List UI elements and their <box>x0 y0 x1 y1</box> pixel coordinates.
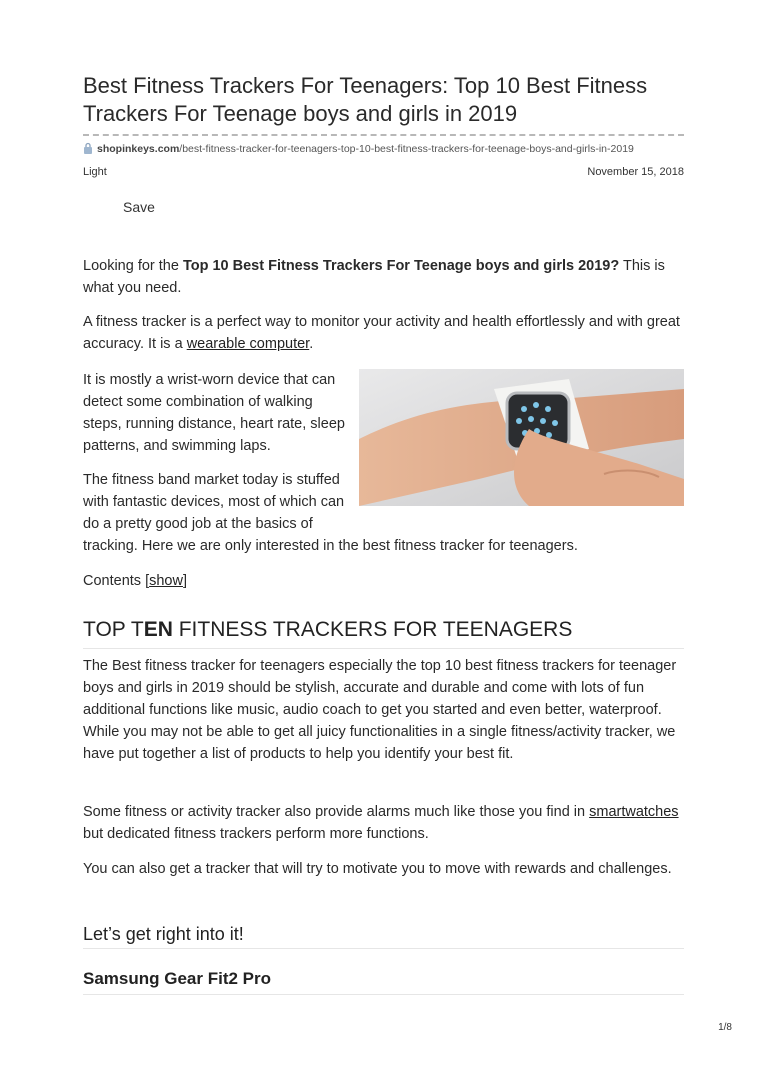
subheading: Let’s get right into it! <box>83 924 244 944</box>
text-span: Some fitness or activity tracker also provide alarms much like those you find in <box>83 804 590 820</box>
text-span: ] <box>182 573 187 589</box>
title-divider <box>83 134 684 136</box>
text-span: . <box>309 336 314 352</box>
product-heading: Samsung Gear Fit2 Pro <box>83 969 271 988</box>
intro-paragraph-3: It is mostly a wrist-worn device that can detect some combination of walking steps, running distance, heart rate, sleep patterns, and swimming laps. <box>83 372 345 454</box>
bold-text: Top 10 Best Fitness Trackers For Teenage boys and girls 2019? <box>182 258 620 274</box>
meta-row <box>83 166 684 178</box>
url-domain: shopinkeys.com <box>97 143 180 155</box>
lock-icon <box>83 142 93 157</box>
product-divider <box>83 994 684 995</box>
text-span: FITNESS TRACKERS FOR TEENAGERS <box>172 618 573 641</box>
page-number: 1/8 <box>718 1022 732 1033</box>
url-path: /best-fitness-tracker-for-teenagers-top-10-best-fitness-trackers-for-teenage-boys-and-girls-in-2019 <box>179 143 634 155</box>
section-paragraph-2 <box>83 801 684 845</box>
source-url[interactable] <box>83 142 684 157</box>
section-heading <box>83 616 684 644</box>
text-span: TOP T <box>83 618 144 641</box>
text-span: Looking for the <box>83 258 183 274</box>
section-paragraph-3: You can also get a tracker that will try to motivate you to move with rewards and challenges. <box>83 861 672 877</box>
contents-show-toggle[interactable]: show <box>149 573 183 589</box>
intro-paragraph-1 <box>83 255 684 299</box>
theme-label: Light <box>83 166 107 178</box>
wearable-computer-link[interactable]: wearable computer <box>186 336 310 352</box>
publish-date: November 15, 2018 <box>587 166 684 178</box>
page-title: Best Fitness Trackers For Teenagers: Top 10 Best Fitness Trackers For Teenage boys and girls in 2019 <box>83 73 648 126</box>
subheading-divider <box>83 948 684 949</box>
intro-paragraph-4-continued: tracking. Here we are only interested in the best fitness tracker for teenagers. <box>83 538 578 554</box>
smartwatch-photo <box>359 369 684 506</box>
smartwatches-link[interactable]: smartwatches <box>589 804 679 820</box>
save-button[interactable]: Save <box>123 199 155 215</box>
intro-paragraph-2 <box>83 311 684 355</box>
section-divider <box>83 648 684 649</box>
text-span: but dedicated fitness trackers perform more functions. <box>83 826 429 842</box>
section-paragraph-1: The Best fitness tracker for teenagers especially the top 10 best fitness trackers for teenager boys and girls in 2019 should be stylish, accurate and durable and come with lots of fun additional functions like music, audio coach to get you started and even better, waterproof. While you may not be able to get all juicy functionalities in a single fitness/activity tracker, we have put together a list of products to help you identify your best fit. <box>83 658 677 762</box>
text-span: Contents [ <box>83 573 150 589</box>
text-span: A fitness tracker is a perfect way to monitor your activity and health effortlessly and with great accuracy. It is a <box>83 314 680 352</box>
text-span: This is what you need. <box>83 258 665 296</box>
bold-text: EN <box>143 618 173 641</box>
table-of-contents <box>83 570 684 592</box>
intro-paragraph-4: The fitness band market today is stuffed with fantastic devices, most of which can do a pretty good job at the basics of <box>83 472 345 532</box>
